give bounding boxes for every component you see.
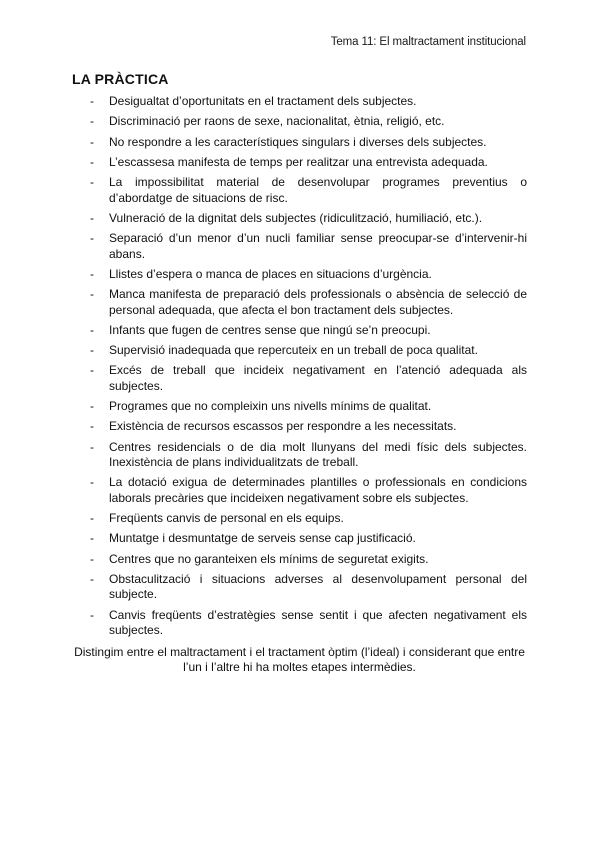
- list-item: [90, 572, 527, 603]
- bullet-marker: -: [90, 439, 94, 454]
- list-item: [90, 343, 527, 358]
- bullet-marker: -: [90, 531, 94, 546]
- bullet-marker: -: [90, 114, 94, 129]
- list-item-text: Existència de recursos escassos per respondre a les necessitats.: [109, 419, 457, 434]
- bullet-marker: -: [90, 231, 94, 246]
- bullet-list: [90, 94, 527, 643]
- bullet-marker: -: [90, 399, 94, 414]
- list-item: [90, 440, 527, 471]
- list-item: [90, 608, 527, 639]
- list-item: [90, 323, 527, 338]
- list-item: [90, 511, 527, 526]
- bullet-marker: -: [90, 154, 94, 169]
- list-item: [90, 175, 527, 206]
- running-header: Tema 11: El maltractament institucional: [330, 36, 526, 48]
- list-item-text: Discriminació per raons de sexe, nacionalitat, ètnia, religió, etc.: [109, 114, 445, 129]
- list-item-text: Manca manifesta de preparació dels professionals o absència de selecció de personal adequada, que afecta el bon tractament dels subjectes.: [109, 287, 527, 317]
- section-title: LA PRÀCTICA: [72, 71, 169, 87]
- bullet-marker: -: [90, 287, 94, 302]
- bullet-marker: -: [90, 551, 94, 566]
- list-item-text: Canvis freqüents d’estratègies sense sentit i que afecten negativament els subjectes.: [109, 607, 527, 638]
- list-item-text: Centres que no garanteixen els mínims de seguretat exigits.: [109, 551, 429, 566]
- list-item: [90, 419, 527, 434]
- list-item: [90, 475, 527, 506]
- list-item: [90, 114, 527, 129]
- bullet-marker: -: [90, 94, 94, 108]
- list-item-text: Programes que no compleixin uns nivells mínims de qualitat.: [109, 399, 432, 414]
- bullet-marker: -: [90, 210, 94, 225]
- list-item-text: L’escassesa manifesta de temps per realitzar una entrevista adequada.: [109, 154, 488, 169]
- list-item-text: Llistes d’espera o manca de places en situacions d’urgència.: [109, 266, 432, 281]
- list-item-text: Vulneració de la dignitat dels subjectes (ridiculització, humiliació, etc.).: [109, 210, 483, 225]
- list-item-text: Centres residencials o de dia molt llunyans del medi físic dels subjectes. Inexistència de plans individualitzats de treball.: [109, 439, 527, 470]
- list-item-text: Infants que fugen de centres sense que ningú se’n preocupi.: [109, 322, 431, 337]
- list-item-text: Separació d’un menor d’un nucli familiar sense preocupar-se d’intervenir-hi abans.: [109, 231, 527, 261]
- bullet-marker: -: [90, 343, 94, 358]
- closing-paragraph: Distingim entre el maltractament i el tractament òptim (l’ideal) i considerant que entre l’un i l’altre hi ha moltes etapes intermèdies.: [74, 645, 525, 675]
- list-item-text: Muntatge i desmuntatge de serveis sense cap justificació.: [109, 531, 416, 546]
- bullet-marker: -: [90, 175, 94, 190]
- list-item: [90, 531, 527, 546]
- bullet-marker: -: [90, 134, 94, 149]
- list-item: [90, 231, 527, 262]
- list-item-text: La dotació exigua de determinades plantilles o professionals en condicions laborals precàries que incideixen negativament sobre els subjectes.: [109, 475, 527, 505]
- bullet-marker: -: [90, 322, 94, 337]
- list-item: [90, 363, 527, 394]
- list-item: [90, 552, 527, 567]
- bullet-marker: -: [90, 419, 94, 434]
- list-item-text: Obstaculització i situacions adverses al desenvolupament personal del subjecte.: [109, 572, 527, 602]
- list-item: [90, 399, 527, 414]
- list-item-text: Freqüents canvis de personal en els equips.: [109, 511, 344, 526]
- list-item-text: La impossibilitat material de desenvolupar programes preventius o d’abordatge de situacions de risc.: [109, 175, 527, 205]
- bullet-marker: -: [90, 572, 94, 587]
- list-item: [90, 211, 527, 226]
- list-item: [90, 267, 527, 282]
- list-item: [90, 135, 527, 150]
- list-item-text: No respondre a les característiques singulars i diverses dels subjectes.: [109, 134, 487, 149]
- list-item-text: Desigualtat d’oportunitats en el tractament dels subjectes.: [109, 94, 417, 108]
- bullet-marker: -: [90, 363, 94, 378]
- bullet-marker: -: [90, 475, 94, 490]
- bullet-marker: -: [90, 511, 94, 526]
- bullet-marker: -: [90, 266, 94, 281]
- list-item: [90, 287, 527, 318]
- list-item: [90, 94, 527, 109]
- list-item-text: Excés de treball que incideix negativament en l’atenció adequada als subjectes.: [109, 363, 527, 393]
- bullet-marker: -: [90, 607, 94, 622]
- list-item-text: Supervisió inadequada que repercuteix en un treball de poca qualitat.: [109, 343, 478, 358]
- list-item: [90, 155, 527, 170]
